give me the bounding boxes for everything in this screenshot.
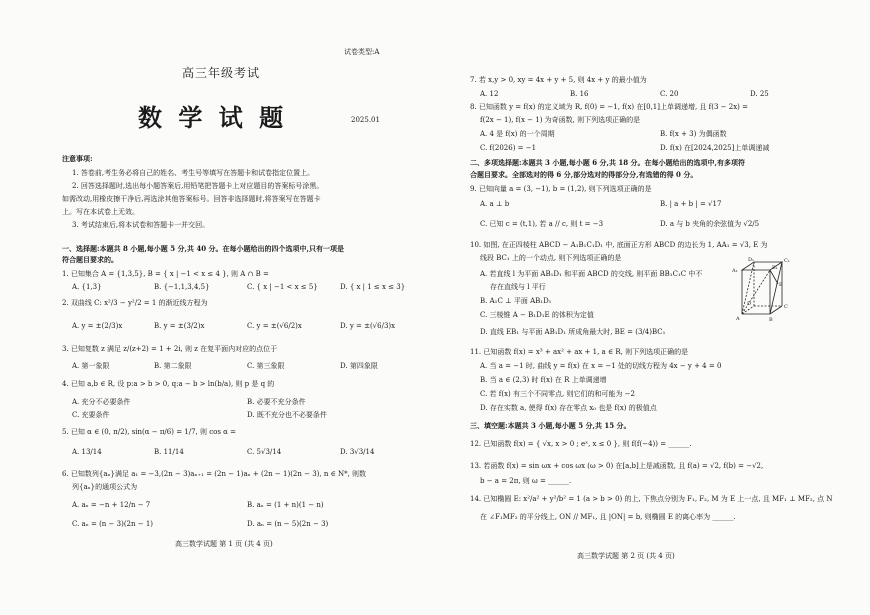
prism-figure [732,256,792,322]
question-stem: 11. 已知函数 f(x) = x³ + ax² + ax + 1, a ∈ R, 则下列选项正确的是 [470,348,689,356]
note-line: 1. 答卷前,考生务必将自己的姓名、考生号等填写在答题卡和试卷指定位置上。 [72,169,315,177]
question-option: A. 4 是 f(x) 的一个周期 [480,130,555,138]
page-1 [62,0,430,615]
question-stem: 2. 双曲线 C: x²/3 − y²/2 = 1 的渐近线方程为 [62,299,208,307]
note-line: 如需改动,用橡皮擦干净后,再选涂其他答案标号。回答非选择题时,将答案写在答题卡 [62,195,321,203]
note-line: 上。写在本试卷上无效。 [62,208,139,216]
question-option: B. f(x + 3) 为偶函数 [660,130,727,138]
question-option: C. 充要条件 [72,411,110,419]
question-option: D. a 与 b 夹角的余弦值为 √2/5 [660,220,760,228]
question-option: D. 既不充分也不必要条件 [247,411,327,419]
question-option: B. A₁C ⊥ 平面 AB₁D₁ [480,297,552,305]
page-footer: 高三数学试题 第 2 页 (共 4 页) [577,552,675,560]
question-option: D. 直线 EB₁ 与平面 AB₁D₁ 所成角最大时, BE = (3/4)BC₁ [480,328,666,336]
vertex-label: A₁ [732,268,738,274]
question-option: B. 当 a ∈ (2,3) 时 f(x) 在 R 上单调递增 [480,376,607,384]
page-footer: 高三数学试题 第 1 页 (共 4 页) [175,540,273,548]
question-option: B. {−1,1,3,4,5} [154,283,210,291]
question-option: C. 5√3/14 [247,448,282,456]
question-option: C. 20 [660,90,679,98]
vertex-label: A [736,316,740,322]
question-option: A. 12 [480,90,499,98]
question-stem: 1. 已知集合 A = {1,3,5}, B = { x | −1 < x ≤ 4 }, 则 A ∩ B = [62,270,269,278]
vertex-label: D [747,301,752,307]
section-heading: 合题目要求。全部选对的得 6 分,部分选对的得部分分,有选错的得 0 分。 [470,170,698,179]
question-option: C. 第三象限 [247,362,285,370]
question-option: A. {1,3} [72,283,102,291]
question-stem: 线段 BC₁ 上的一个动点, 则下列选项正确的是 [480,254,622,262]
question-option: D. 3√3/14 [340,448,375,456]
question-option: B. aₙ = (1 + n)(1 − n) [247,501,324,509]
question-option: A. 充分不必要条件 [72,398,131,406]
grade-title: 高三年级考试 [182,66,261,80]
question-stem: 8. 已知函数 y = f(x) 的定义域为 R, f(0) = −1, f(x) 在[0,1]上单调递增, 且 f(3 − 2x) = [470,103,748,111]
question-option: B. 第二象限 [154,362,192,370]
question-stem: 6. 已知数列{aₙ}满足 a₁ = −3,(2n − 3)aₙ₊₁ = (2n − 1)aₙ + (2n − 1)(2n − 3), n ∈ N*, 则数 [62,470,367,478]
question-option: C. 若 f(x) 有三个不同零点, 则它们的和可能为 −2 [480,390,636,398]
note-line: 3. 考试结束后,将本试卷和答题卡一并交回。 [72,221,210,229]
question-stem: 4. 已知 a,b ∈ R, 设 p:a > b > 0, q:a − b > ln(b/a), 则 p 是 q 的 [62,380,275,388]
question-option: C. 已知 c = (t,1), 若 a // c, 则 t = −3 [480,220,604,228]
paper-type-label: 试卷类型:A [344,48,380,56]
question-stem: 9. 已知向量 a = (3, −1), b = (1,2), 则下列选项正确的是 [470,185,652,193]
question-option: D. 25 [750,90,769,98]
question-stem: 在 ∠F₁MF₂ 的平分线上, ON // MF₁, 且 |ON| = b, 则椭圆 E 的离心率为 ______. [480,513,736,521]
notes-heading: 注意事项: [62,154,93,163]
question-option: A. a ⊥ b [480,200,510,208]
question-stem: f(2x − 1), f(x − 1) 为奇函数, 则下列选项正确的是 [480,116,641,124]
question-stem: 7. 若 x,y > 0, xy = 4x + y + 5, 则 4x + y 的最小值为 [470,76,647,84]
question-option: A. 第一象限 [72,362,110,370]
question-option: D. { x | 1 ≤ x ≤ 3} [340,283,406,291]
question-option: A. y = ±(2/3)x [72,322,123,330]
question-stem: 列{aₙ}的通项公式为 [72,483,138,491]
question-stem: 3. 已知复数 z 满足 z/(z+2) = 1 + 2i, 则 z 在复平面内对应的点位于 [62,345,278,353]
question-option: B. 11/14 [154,448,184,456]
exam-date: 2025.01 [351,116,380,124]
question-option: B. 16 [570,90,589,98]
question-option: D. 第四象限 [340,362,378,370]
question-option: A. 13/14 [72,448,102,456]
question-option: B. 必要不充分条件 [247,398,306,406]
question-option: D. f(x) 在[2024,2025]上单调递减 [660,144,770,152]
question-option: B. | a + b | = √17 [660,200,722,208]
section-heading: 三、填空题:本题共 3 小题,每小题 5 分,共 15 分。 [470,421,631,430]
question-stem: 13. 若函数 f(x) = sin ωx + cos ωx (ω > 0) 在[a,b]上是减函数, 且 f(a) = √2, f(b) = −√2, [470,462,764,470]
vertex-label: E [779,282,783,288]
section-heading: 符合题目要求的。 [62,255,118,264]
question-stem: 5. 已知 α ∈ (0, π/2), sin(α − π/6) = 1/7, 则 cos α = [62,428,236,436]
question-option: C. y = ±(√6/2)x [247,322,302,330]
question-option: A. aₙ = −n + 12/n − 7 [72,501,151,509]
question-option: D. aₙ = (n − 5)(2n − 3) [247,520,329,528]
question-option: C. 三棱锥 A − B₁D₁E 的体积为定值 [480,311,594,319]
note-line: 2. 回答选择题时,选出每小题答案后,用铅笔把答题卡上对应题目的答案标号涂黑。 [72,182,324,190]
vertex-label: B [769,317,773,322]
question-option: C. aₙ = (n − 3)(2n − 1) [72,520,154,528]
exam-title: 数 学 试 题 [138,103,288,132]
question-option: D. 存在实数 a, 使得 f(x) 存在零点 x₀ 也是 f(x) 的极值点 [480,404,657,412]
question-option: 存在直线与 l 平行 [490,283,546,291]
question-option: C. f(2026) = −1 [480,144,537,152]
vertex-label: C₁ [784,258,790,264]
page-2 [470,0,842,615]
question-stem: 10. 如图, 在正四棱柱 ABCD − A₁B₁C₁D₁ 中, 底面正方形 ABCD 的边长为 1, AA₁ = √3, E 为 [470,241,768,249]
question-option: A. 若直线 l 为平面 AB₁D₁ 和平面 ABCD 的交线, 则平面 BB₁C₁C 中不 [480,270,703,278]
section-heading: 一、选择题:本题共 8 小题,每小题 5 分,共 40 分。在每小题给出的四个选项中,只有一项是 [62,244,344,253]
question-stem: b − a = 2π, 则 ω = ______. [480,477,572,485]
vertex-label: C [784,304,788,310]
vertex-label: D₁ [748,257,755,263]
question-option: C. { x | −1 < x ≤ 5} [247,283,318,291]
section-heading: 二、多项选择题:本题共 3 小题,每小题 6 分,共 18 分。在每小题给出的选项中,有多项符 [470,158,745,167]
question-stem: 12. 已知函数 f(x) = { √x, x > 0 ; eˣ, x ≤ 0 }, 则 f(f(−4)) = ______. [470,440,692,448]
question-stem: 14. 已知椭圆 E: x²/a² + y²/b² = 1 (a > b > 0) 的上, 下焦点分别为 F₁, F₂, M 为 E 上一点, 且 MF₁ ⊥ MF₂, 点 N [470,495,833,503]
question-option: B. y = ±(3/2)x [154,322,205,330]
question-option: D. y = ±(√6/3)x [340,322,396,330]
vertex-label: B₁ [772,265,778,271]
question-option: A. 当 a = −1 时, 曲线 y = f(x) 在 x = −1 处的切线方程为 4x − y + 4 = 0 [480,362,722,370]
